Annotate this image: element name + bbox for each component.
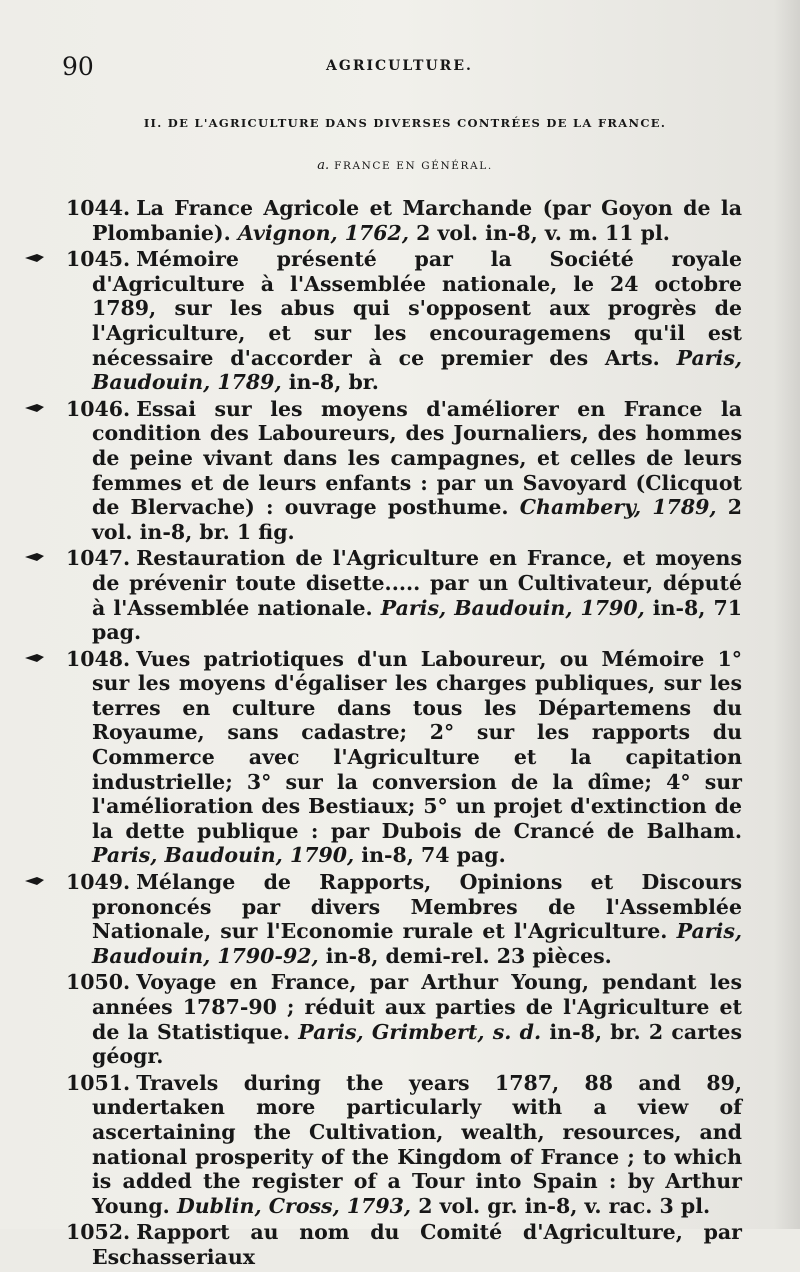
- entry-format: 2 vol. in-8, v. m. 11 pl.: [416, 220, 670, 245]
- pointing-hand-icon: [24, 401, 46, 415]
- entry-imprint: Dublin, Cross, 1793,: [176, 1193, 412, 1218]
- catalogue-entry: [66, 397, 742, 545]
- entry-title: La France Agricole et Marchande (par Goyon de la Plombanie).: [92, 196, 742, 245]
- entry-title: Travels during the years 1787, 88 and 89, undertaken more particularly with a view of ascertaining the Cultivation, wealth, resources, and national prosperity of the Kingdom of France ; to which is added the register of a Tour into Spain : by Arthur Young.: [92, 1070, 742, 1218]
- catalogue-entry: [66, 196, 742, 245]
- entry-title: Vues patriotiques d'un Laboureur, ou Mémoire 1° sur les moyens d'égaliser les charges publiques, sur les terres en culture dans tous les Départemens du Royaume, sans cadastre; 2° sur les rapports du Commerce avec l'Agriculture et la capitation industrielle; 3° sur la conversion de la dîme; 4° sur l'amélioration des Bestiaux; 5° un projet d'extinction de la dette publique : par Dubois de Crancé de Balham.: [92, 646, 742, 843]
- entry-number: 1049.: [66, 870, 131, 895]
- entry-format: in-8, 71 pag.: [92, 595, 742, 645]
- entry-imprint: Chambery, 1789,: [519, 495, 717, 520]
- page-header: [0, 52, 800, 82]
- subsection-letter: a.: [317, 158, 330, 173]
- entry-format: in-8, 74 pag.: [361, 843, 506, 868]
- entry-format: in-8, br.: [288, 370, 379, 395]
- entry-number: 1051.: [66, 1070, 131, 1095]
- subsection-heading: [60, 158, 750, 173]
- catalogue-entry: [66, 1220, 742, 1269]
- entry-number: 1047.: [66, 546, 131, 571]
- pointing-hand-icon: [24, 251, 46, 265]
- entry-format: 2 vol. gr. in-8, v. rac. 3 pl.: [418, 1193, 711, 1218]
- catalogue-entries: [66, 196, 742, 1272]
- catalogue-entry: [66, 247, 742, 395]
- section-heading: II. DE L'AGRICULTURE DANS DIVERSES CONTRÉES DE LA FRANCE.: [143, 116, 667, 130]
- entry-number: 1045.: [66, 247, 131, 272]
- entry-imprint: Paris, Baudouin, 1790-92,: [92, 919, 742, 968]
- entry-title: Essai sur les moyens d'améliorer en France la condition des Laboureurs, des Journaliers, des hommes de peine vivant dans les campagnes, et celles de leurs femmes et de leurs enfants : par un Savoyard (Clicquot de Blervache) : ouvrage posthume.: [92, 396, 742, 520]
- running-head: AGRICULTURE.: [326, 58, 473, 74]
- entry-format: in-8, demi-rel. 23 pièces.: [325, 943, 612, 968]
- pointing-hand-icon: [24, 874, 46, 888]
- entry-imprint: Paris, Baudouin, 1789,: [92, 345, 742, 395]
- catalogue-entry: [66, 546, 742, 644]
- catalogue-entry: [66, 970, 742, 1068]
- entry-title: Restauration de l'Agriculture en France, et moyens de prévenir toute disette..... par un Cultivateur, député à l'Assemblée nationale.: [92, 546, 742, 620]
- subsection-title: FRANCE EN GÉNÉRAL.: [334, 160, 493, 172]
- entry-imprint: Paris, Grimbert, s. d.: [298, 1019, 542, 1044]
- entry-title: Mémoire présenté par la Société royale d'Agriculture à l'Assemblée nationale, le 24 octobre 1789, sur les abus qui s'opposent aux progrès de l'Agriculture, et sur les encouragemens qu'il est nécessaire d'accorder à ce premier des Arts.: [92, 247, 742, 370]
- entry-title: Voyage en France, par Arthur Young, pendant les années 1787-90 ; réduit aux parties de l'Agriculture et de la Statistique.: [92, 970, 742, 1044]
- page-number: 90: [62, 52, 94, 81]
- entry-imprint: Avignon, 1762,: [237, 220, 409, 245]
- entry-number: 1050.: [66, 970, 131, 995]
- entry-format: in-8, br. 2 cartes géogr.: [92, 1019, 742, 1069]
- entry-imprint: Paris, Baudouin, 1790,: [380, 595, 645, 620]
- entry-imprint: Paris, Baudouin, 1790,: [92, 843, 355, 868]
- catalogue-entry: [66, 870, 742, 968]
- entry-number: 1046.: [66, 396, 131, 421]
- pointing-hand-icon: [24, 550, 46, 564]
- catalogue-entry: [66, 647, 742, 868]
- catalogue-entry: [66, 1071, 742, 1219]
- page-edge-shadow: [774, 0, 800, 1229]
- entry-number: 1044.: [66, 196, 131, 220]
- entry-title: Mélange de Rapports, Opinions et Discours prononcés par divers Membres de l'Assemblée Nationale, sur l'Economie rurale et l'Agriculture.: [92, 870, 742, 944]
- entry-number: 1052.: [66, 1220, 131, 1245]
- entry-title: Rapport au nom du Comité d'Agriculture, par Eschasseriaux: [92, 1220, 742, 1269]
- pointing-hand-icon: [24, 651, 46, 665]
- entry-format: 2 vol. in-8, br. 1 fig.: [92, 495, 742, 544]
- entry-number: 1048.: [66, 646, 131, 671]
